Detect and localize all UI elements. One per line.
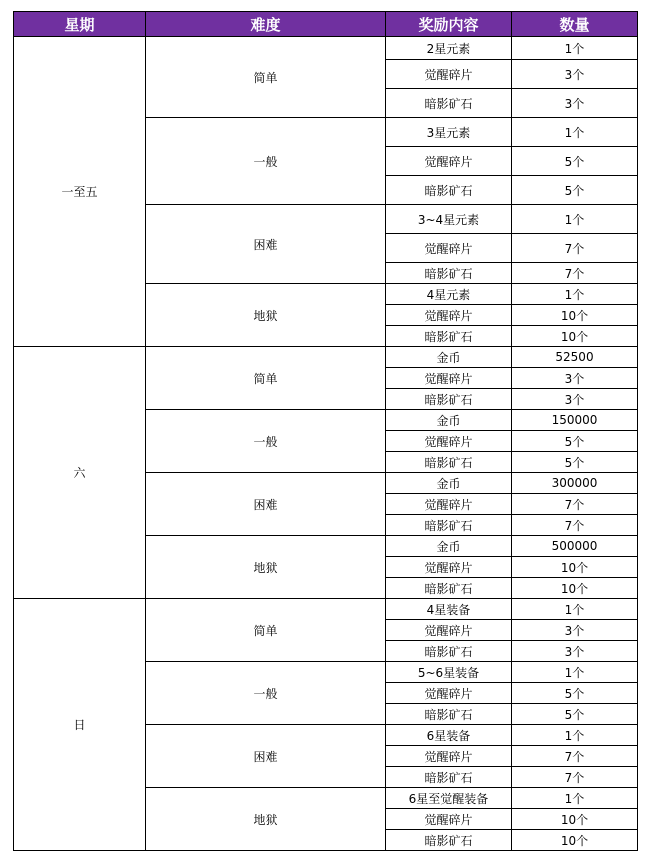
difficulty-cell: 困难 — [146, 205, 386, 284]
reward-item-cell: 暗影矿石 — [386, 176, 512, 205]
quantity-cell: 7个 — [512, 494, 638, 515]
difficulty-cell: 地狱 — [146, 284, 386, 347]
quantity-cell: 10个 — [512, 809, 638, 830]
reward-item-cell: 觉醒碎片 — [386, 683, 512, 704]
difficulty-cell: 地狱 — [146, 788, 386, 851]
quantity-cell: 10个 — [512, 305, 638, 326]
quantity-cell: 5个 — [512, 452, 638, 473]
difficulty-cell: 一般 — [146, 662, 386, 725]
table-row — [14, 37, 638, 60]
quantity-cell: 300000 — [512, 473, 638, 494]
reward-item-cell: 觉醒碎片 — [386, 234, 512, 263]
quantity-cell: 1个 — [512, 118, 638, 147]
reward-item-cell: 觉醒碎片 — [386, 147, 512, 176]
difficulty-cell: 简单 — [146, 347, 386, 410]
quantity-cell: 3个 — [512, 368, 638, 389]
difficulty-cell: 一般 — [146, 410, 386, 473]
quantity-cell: 7个 — [512, 263, 638, 284]
header-weekday: 星期 — [14, 12, 146, 37]
reward-item-cell: 金币 — [386, 410, 512, 431]
quantity-cell: 1个 — [512, 37, 638, 60]
difficulty-cell: 困难 — [146, 473, 386, 536]
quantity-cell: 5个 — [512, 176, 638, 205]
reward-item-cell: 金币 — [386, 473, 512, 494]
reward-item-cell: 暗影矿石 — [386, 326, 512, 347]
weekday-cell: 一至五 — [14, 37, 146, 347]
reward-item-cell: 3~4星元素 — [386, 205, 512, 234]
quantity-cell: 1个 — [512, 662, 638, 683]
reward-item-cell: 4星装备 — [386, 599, 512, 620]
quantity-cell: 1个 — [512, 284, 638, 305]
quantity-cell: 7个 — [512, 515, 638, 536]
reward-item-cell: 觉醒碎片 — [386, 809, 512, 830]
quantity-cell: 7个 — [512, 746, 638, 767]
reward-item-cell: 6星至觉醒装备 — [386, 788, 512, 809]
reward-item-cell: 觉醒碎片 — [386, 431, 512, 452]
reward-item-cell: 觉醒碎片 — [386, 746, 512, 767]
table-body — [14, 37, 638, 851]
quantity-cell: 10个 — [512, 578, 638, 599]
reward-item-cell: 暗影矿石 — [386, 767, 512, 788]
quantity-cell: 3个 — [512, 89, 638, 118]
reward-item-cell: 6星装备 — [386, 725, 512, 746]
weekday-cell: 日 — [14, 599, 146, 851]
reward-item-cell: 暗影矿石 — [386, 89, 512, 118]
difficulty-cell: 一般 — [146, 118, 386, 205]
header-row — [14, 12, 638, 37]
reward-item-cell: 觉醒碎片 — [386, 60, 512, 89]
reward-item-cell: 觉醒碎片 — [386, 305, 512, 326]
quantity-cell: 1个 — [512, 205, 638, 234]
quantity-cell: 7个 — [512, 767, 638, 788]
reward-item-cell: 觉醒碎片 — [386, 620, 512, 641]
quantity-cell: 150000 — [512, 410, 638, 431]
reward-item-cell: 4星元素 — [386, 284, 512, 305]
rewards-table — [13, 11, 638, 851]
difficulty-cell: 简单 — [146, 599, 386, 662]
quantity-cell: 5个 — [512, 683, 638, 704]
quantity-cell: 3个 — [512, 620, 638, 641]
quantity-cell: 1个 — [512, 788, 638, 809]
reward-item-cell: 暗影矿石 — [386, 515, 512, 536]
reward-item-cell: 暗影矿石 — [386, 704, 512, 725]
reward-item-cell: 觉醒碎片 — [386, 557, 512, 578]
quantity-cell: 3个 — [512, 389, 638, 410]
quantity-cell: 3个 — [512, 641, 638, 662]
reward-item-cell: 3星元素 — [386, 118, 512, 147]
table-row — [14, 599, 638, 620]
table-header — [14, 12, 638, 37]
table-row — [14, 347, 638, 368]
difficulty-cell: 地狱 — [146, 536, 386, 599]
reward-item-cell: 金币 — [386, 536, 512, 557]
quantity-cell: 5个 — [512, 147, 638, 176]
reward-item-cell: 暗影矿石 — [386, 389, 512, 410]
reward-item-cell: 觉醒碎片 — [386, 368, 512, 389]
quantity-cell: 52500 — [512, 347, 638, 368]
quantity-cell: 500000 — [512, 536, 638, 557]
reward-item-cell: 金币 — [386, 347, 512, 368]
difficulty-cell: 简单 — [146, 37, 386, 118]
reward-item-cell: 2星元素 — [386, 37, 512, 60]
reward-item-cell: 觉醒碎片 — [386, 494, 512, 515]
header-quantity: 数量 — [512, 12, 638, 37]
reward-item-cell: 暗影矿石 — [386, 830, 512, 851]
quantity-cell: 5个 — [512, 431, 638, 452]
quantity-cell: 10个 — [512, 557, 638, 578]
reward-item-cell: 暗影矿石 — [386, 641, 512, 662]
quantity-cell: 7个 — [512, 234, 638, 263]
quantity-cell: 10个 — [512, 326, 638, 347]
reward-item-cell: 暗影矿石 — [386, 263, 512, 284]
reward-item-cell: 暗影矿石 — [386, 452, 512, 473]
difficulty-cell: 困难 — [146, 725, 386, 788]
reward-item-cell: 暗影矿石 — [386, 578, 512, 599]
quantity-cell: 1个 — [512, 725, 638, 746]
quantity-cell: 5个 — [512, 704, 638, 725]
weekday-cell: 六 — [14, 347, 146, 599]
header-reward: 奖励内容 — [386, 12, 512, 37]
header-difficulty: 难度 — [146, 12, 386, 37]
reward-item-cell: 5~6星装备 — [386, 662, 512, 683]
quantity-cell: 10个 — [512, 830, 638, 851]
quantity-cell: 1个 — [512, 599, 638, 620]
quantity-cell: 3个 — [512, 60, 638, 89]
